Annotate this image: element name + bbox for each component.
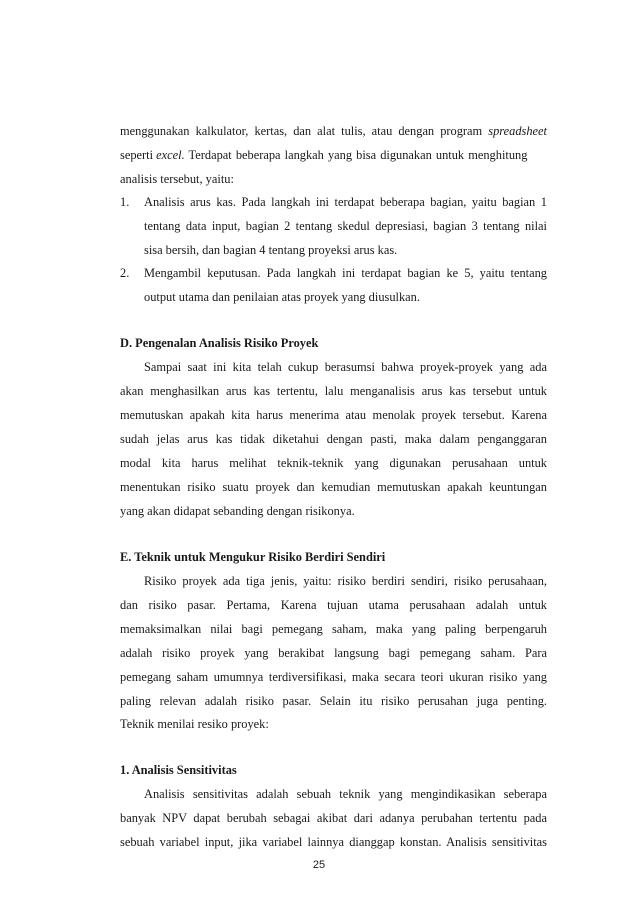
paragraph-line: modal kita harus melihat teknik-teknik yang digunakan perusahaan untuk — [120, 456, 547, 470]
paragraph-line: banyak NPV dapat berubah sebagai akibat dari adanya perubahan tertentu pada — [120, 811, 547, 825]
section-heading-e: E. Teknik untuk Mengukur Risiko Berdiri Sendiri — [120, 550, 386, 564]
paragraph-line: sebuah variabel input, jika variabel lainnya dianggap konstan. Analisis sensitivitas — [120, 835, 547, 849]
text-line: seperti excel. Terdapat beberapa langkah yang bisa digunakan untuk menghitung — [120, 148, 528, 162]
paragraph-line: adalah risiko proyek yang berakibat langsung bagi pemegang saham. Para — [120, 646, 547, 660]
paragraph-line: Sampai saat ini kita telah cukup berasumsi bahwa proyek-proyek yang ada — [144, 360, 547, 374]
paragraph-line: sudah jelas arus kas tidak diketahui dengan pasti, maka dalam penganggaran — [120, 432, 547, 446]
paragraph-line: dan risiko pasar. Pertama, Karena tujuan utama perusahaan adalah untuk — [120, 598, 547, 612]
paragraph-line: pemegang saham umumnya terdiversifikasi, maka secara teori ukuran risiko yang — [120, 670, 547, 684]
list-number: 1. — [120, 195, 130, 209]
paragraph-line: Analisis sensitivitas adalah sebuah teknik yang mengindikasikan seberapa — [144, 787, 547, 801]
subsection-heading: 1. Analisis Sensitivitas — [120, 763, 237, 777]
paragraph-line: menentukan risiko suatu proyek dan kemudian memutuskan apakah keuntungan — [120, 480, 547, 494]
list-item-line: Mengambil keputusan. Pada langkah ini terdapat bagian ke 5, yaitu tentang — [144, 266, 547, 280]
list-item-line: sisa bersih, dan bagian 4 tentang proyeksi arus kas. — [144, 243, 398, 257]
paragraph-line: Teknik menilai resiko proyek: — [120, 717, 269, 731]
text-line: analisis tersebut, yaitu: — [120, 172, 234, 186]
paragraph-line: paling relevan adalah risiko pasar. Selain itu risiko perusahan juga penting. — [120, 694, 547, 708]
paragraph-line: akan menghasilkan arus kas tertentu, lalu menganalisis arus kas tersebut untuk — [120, 384, 547, 398]
paragraph-line: memaksimalkan nilai bagi pemegang saham, maka yang paling berpengaruh — [120, 622, 547, 636]
italic-term: excel. — [156, 148, 185, 162]
text-line: menggunakan kalkulator, kertas, dan alat tulis, atau dengan program spreadsheet — [120, 124, 547, 138]
paragraph-line: Risiko proyek ada tiga jenis, yaitu: risiko berdiri sendiri, risiko perusahaan, — [144, 574, 547, 588]
list-item-line: Analisis arus kas. Pada langkah ini terdapat beberapa bagian, yaitu bagian 1 — [144, 195, 547, 209]
paragraph-line: yang akan didapat sebanding dengan risikonya. — [120, 504, 355, 518]
page-number: 25 — [312, 859, 326, 871]
paragraph-line: memutuskan apakah kita harus menerima atau menolak proyek tersebut. Karena — [120, 408, 547, 422]
italic-term: spreadsheet — [488, 124, 547, 138]
section-heading-d: D. Pengenalan Analisis Risiko Proyek — [120, 336, 319, 350]
list-item-line: output utama dan penilaian atas proyek yang diusulkan. — [144, 290, 420, 304]
list-item-line: tentang data input, bagian 2 tentang skedul depresiasi, bagian 3 tentang nilai — [144, 219, 547, 233]
list-number: 2. — [120, 266, 130, 280]
